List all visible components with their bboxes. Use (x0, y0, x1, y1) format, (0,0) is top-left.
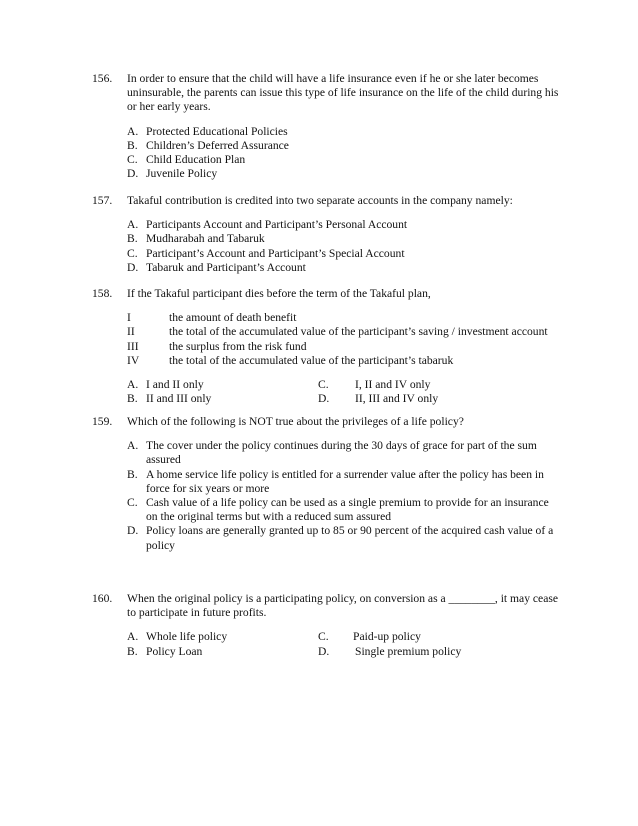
option-a-text: I and II only (146, 378, 204, 392)
statement-list (127, 311, 562, 368)
question-stem: Which of the following is NOT true about the privileges of a life policy? (127, 415, 464, 428)
statement-iii: III the surplus from the risk fund (127, 339, 307, 353)
option-grid (127, 630, 562, 658)
option-c-text: Paid-up policy (353, 630, 421, 644)
question-number: 159. (92, 415, 113, 428)
option-c-letter: C. (318, 630, 329, 644)
option-d: D. Policy loans are generally granted up to 85 or 90 percent of the acquired cash value of a policy (127, 524, 554, 552)
option-d-text: II, III and IV only (355, 392, 439, 406)
option-a-letter: A. (127, 630, 139, 644)
question-156 (92, 72, 562, 181)
question-157 (92, 194, 562, 275)
question-stem: Takaful contribution is credited into two separate accounts in the company namely: (127, 194, 513, 207)
statement-i: I the amount of death benefit (127, 311, 297, 325)
option-b-letter: B. (127, 644, 138, 658)
option-a-letter: A. (127, 378, 139, 392)
option-c-text: I, II and IV only (355, 378, 431, 392)
question-number: 156. (92, 72, 113, 85)
option-a: A. Participants Account and Participant’s Personal Account (127, 218, 408, 232)
option-b-text: Policy Loan (146, 644, 203, 658)
option-d: D. Tabaruk and Participant’s Account (127, 260, 306, 274)
option-a: A. The cover under the policy continues during the 30 days of grace for part of the sum assured (127, 439, 537, 467)
question-number: 160. (92, 592, 113, 605)
option-b-letter: B. (127, 392, 138, 406)
option-b: B. Children’s Deferred Assurance (127, 138, 289, 152)
option-c: C. Child Education Plan (127, 153, 246, 167)
option-list (127, 439, 562, 553)
option-c-letter: C. (318, 378, 329, 392)
statement-ii: II the total of the accumulated value of the participant’s saving / investment account (127, 325, 548, 339)
question-number: 158. (92, 287, 113, 300)
option-a: A. Protected Educational Policies (127, 124, 288, 138)
option-d-text: Single premium policy (355, 644, 462, 658)
option-b: B. Mudharabah and Tabaruk (127, 232, 265, 246)
option-d-letter: D. (318, 644, 330, 658)
question-158 (92, 287, 562, 406)
question-number: 157. (92, 194, 113, 207)
option-b-text: II and III only (146, 392, 212, 406)
option-list (127, 218, 562, 275)
option-d: D. Juvenile Policy (127, 167, 218, 181)
option-c: C. Cash value of a life policy can be used as a single premium to provide for an insurance on the original terms but with a reduced sum assured (127, 496, 549, 524)
statement-iv: IV the total of the accumulated value of the participant’s tabaruk (127, 353, 454, 367)
option-b: B. A home service life policy is entitled for a surrender value after the policy has been in force for six years or more (127, 467, 544, 495)
question-159 (92, 415, 562, 553)
question-stem: In order to ensure that the child will have a life insurance even if he or she later becomes uninsurable, the parents can issue this type of life insurance on the life of the child during his or her early years. (127, 72, 559, 114)
question-stem: If the Takaful participant dies before the term of the Takaful plan, (127, 287, 431, 300)
question-160 (92, 592, 562, 659)
option-c: C. Participant’s Account and Participant’s Special Account (127, 246, 405, 260)
option-a-text: Whole life policy (146, 630, 228, 644)
question-stem: When the original policy is a participating policy, on conversion as a ________, it may cease to participate in future profits. (127, 592, 558, 620)
option-grid (127, 378, 562, 406)
option-list (127, 125, 562, 182)
option-d-letter: D. (318, 392, 330, 406)
